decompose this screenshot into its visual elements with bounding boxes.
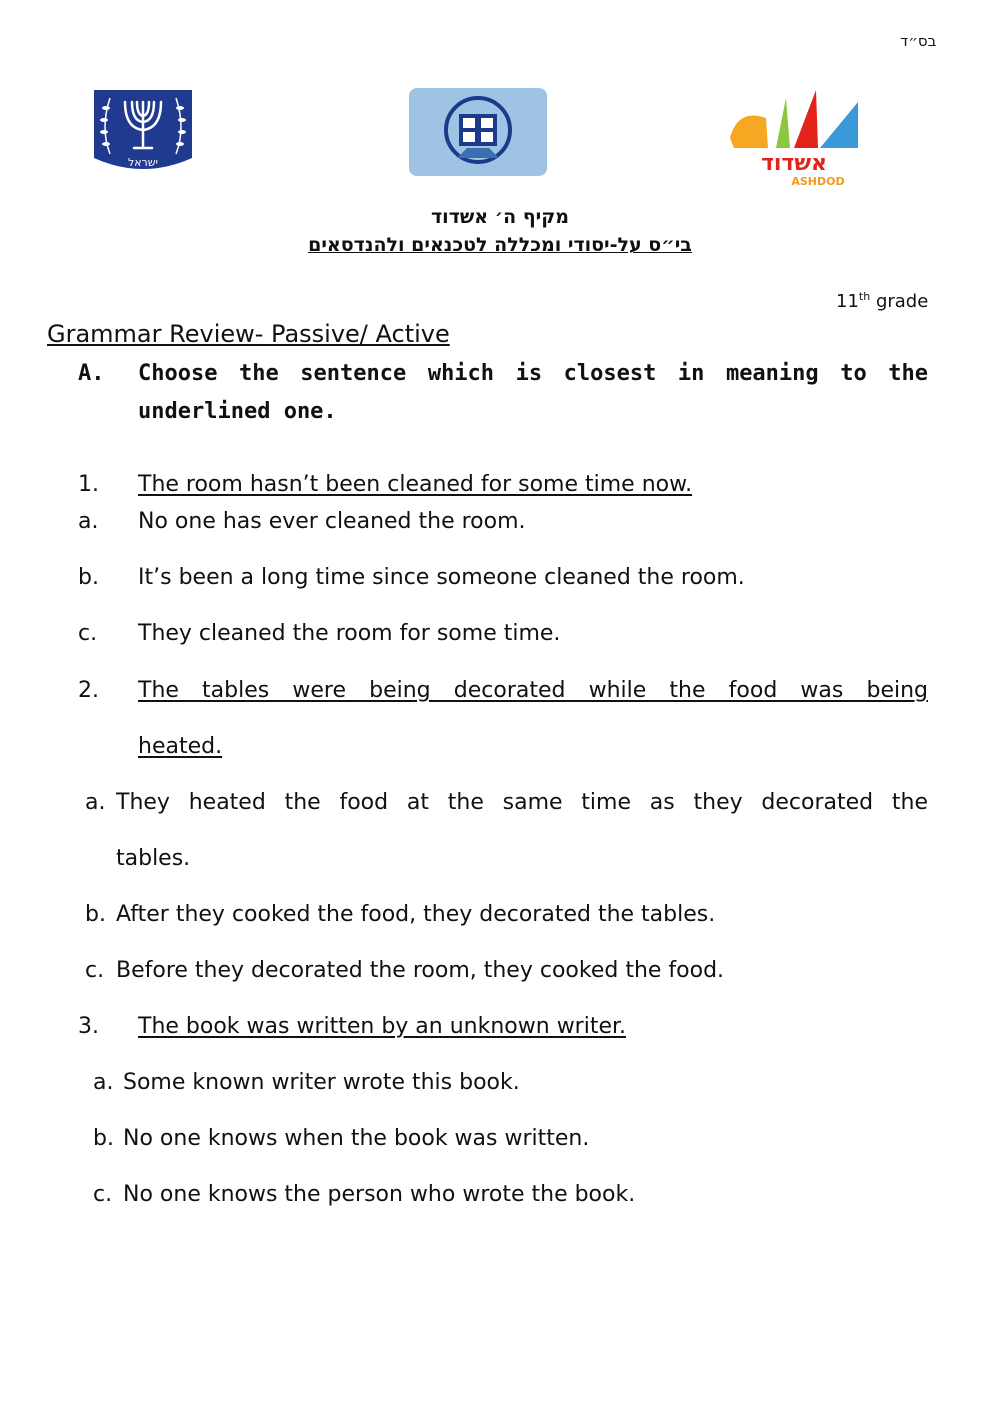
option-label: b. <box>78 565 99 590</box>
question-stem: The room hasn’t been cleaned for some time now. <box>138 472 693 497</box>
ashdod-english-text: ASHDOD <box>791 175 845 188</box>
option-label: c. <box>78 621 98 646</box>
question-number: 3. <box>78 1014 99 1039</box>
bsd-mark: בס״ד <box>900 32 937 50</box>
question-stem: The book was written by an unknown writer. <box>138 1014 627 1039</box>
option-label: c. <box>93 1182 113 1207</box>
question-number: 2. <box>78 678 99 703</box>
option-text: They cleaned the room for some time. <box>138 621 561 646</box>
option-text: It’s been a long time since someone cleaned the room. <box>138 565 745 590</box>
option-text-line1: They heated the food at the same time as they decorated the <box>116 790 928 815</box>
section-label: A. <box>78 361 105 386</box>
option-label: b. <box>85 902 106 927</box>
school-subtitle: בי״ס על-יסודי ומכללה לטכנאים ולהנדסאים <box>308 234 692 256</box>
question-stem-line1: The tables were being decorated while the food was being <box>138 678 928 703</box>
option-text: No one knows when the book was written. <box>123 1126 590 1151</box>
school-logo <box>409 88 547 176</box>
option-text: Before they decorated the room, they cooked the food. <box>116 958 725 983</box>
instruction-text: Choose the sentence which is closest in meaning to the underlined one. <box>138 361 928 424</box>
option-label: a. <box>93 1070 114 1095</box>
section-a-instruction <box>78 355 928 431</box>
emblem-text: ישראל <box>127 156 159 169</box>
option-label: b. <box>93 1126 114 1151</box>
grade-label: 11th grade <box>836 290 929 312</box>
option-text-line2: tables. <box>116 846 191 871</box>
option-text: No one knows the person who wrote the book. <box>123 1182 636 1207</box>
option-text: Some known writer wrote this book. <box>123 1070 520 1095</box>
question-number: 1. <box>78 472 99 497</box>
ashdod-hebrew-text: אשדוד <box>760 151 828 176</box>
option-text: No one has ever cleaned the room. <box>138 509 526 534</box>
ashdod-logo <box>728 88 860 188</box>
option-label: a. <box>78 509 99 534</box>
state-emblem-logo <box>90 88 196 178</box>
school-name: מקיף ה׳ אשדוד <box>431 206 569 228</box>
option-text: After they cooked the food, they decorated the tables. <box>116 902 716 927</box>
option-label: a. <box>85 790 106 815</box>
page-title: Grammar Review- Passive/ Active <box>47 320 450 348</box>
option-label: c. <box>85 958 105 983</box>
question-stem-line2: heated. <box>138 734 223 759</box>
